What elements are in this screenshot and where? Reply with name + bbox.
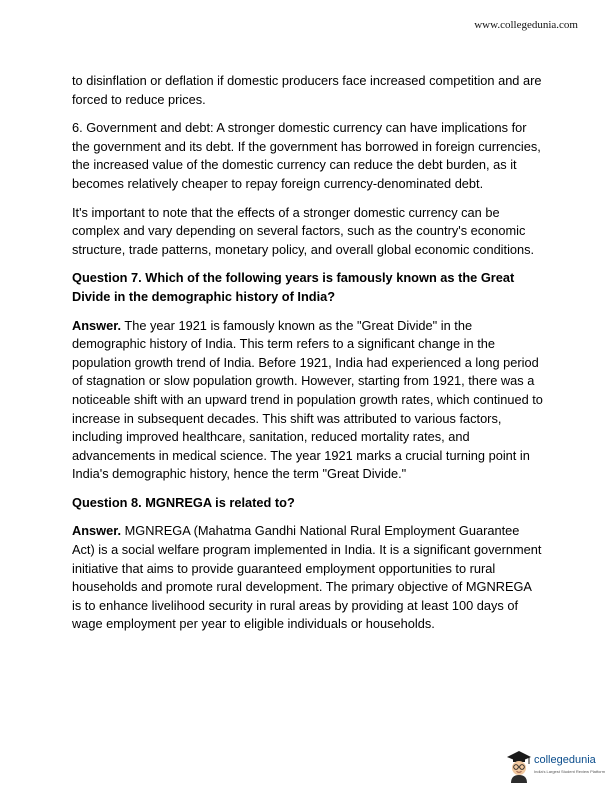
answer-7-label: Answer. [72,317,122,333]
answer-8 [72,522,544,634]
header-url: www.collegedunia.com [474,19,578,31]
paragraph-continuation: to disinflation or deflation if domestic producers face increased competition and are forced to reduce prices. [72,73,542,107]
answer-7-text: The year 1921 is famously known as the "Great Divide" in the demographic history of India. This term refers to a significant change in the population growth trend of India. Before 1921, India had experienced a long period of stagnation or slow population growth. However, starting from 1921, there was a noticeable shift with an upward trend in population growth rates, which continued to increase in subsequent decades. This shift was attributed to various factors, including improved healthcare, sanitation, reduced mortality rates, and advancements in medical science. The year 1921 marks a crucial turning point in India's demographic history, hence the term "Great Divide." [72,317,543,482]
question-8: Question 8. MGNREGA is related to? [72,494,295,510]
answer-8-text: MGNREGA (Mahatma Gandhi National Rural Employment Guarantee Act) is a social welfare program implemented in India. It is a significant government initiative that aims to provide guaranteed employment opportunities to rural households and promote rural development. The primary objective of MGNREGA is to enhance livelihood security in rural areas by providing at least 100 days of wage employment per year to eligible individuals or households. [72,523,542,632]
student-mascot-icon [505,748,533,784]
logo-tagline: India's Largest Student Review Platform [534,769,606,774]
collegedunia-logo [505,748,612,792]
question-7: Question 7. Which of the following years is famously known as the Great Divide in the demographic history of India? [72,270,515,304]
paragraph-government-debt: 6. Government and debt: A stronger domestic currency can have implications for the government and its debt. If the government has borrowed in foreign currencies, the increased value of the domestic currency can reduce the debt burden, as it becomes relatively cheaper to repay foreign currency-denominated debt. [72,120,541,191]
paragraph-note: It's important to note that the effects of a stronger domestic currency can be complex and vary depending on several factors, such as the country's economic structure, trade patterns, monetary policy, and overall global economic conditions. [72,204,535,257]
answer-7 [72,317,544,484]
answer-8-label: Answer. [72,523,122,539]
page-content [72,72,544,644]
logo-brand-text: collegedunia [534,754,596,766]
